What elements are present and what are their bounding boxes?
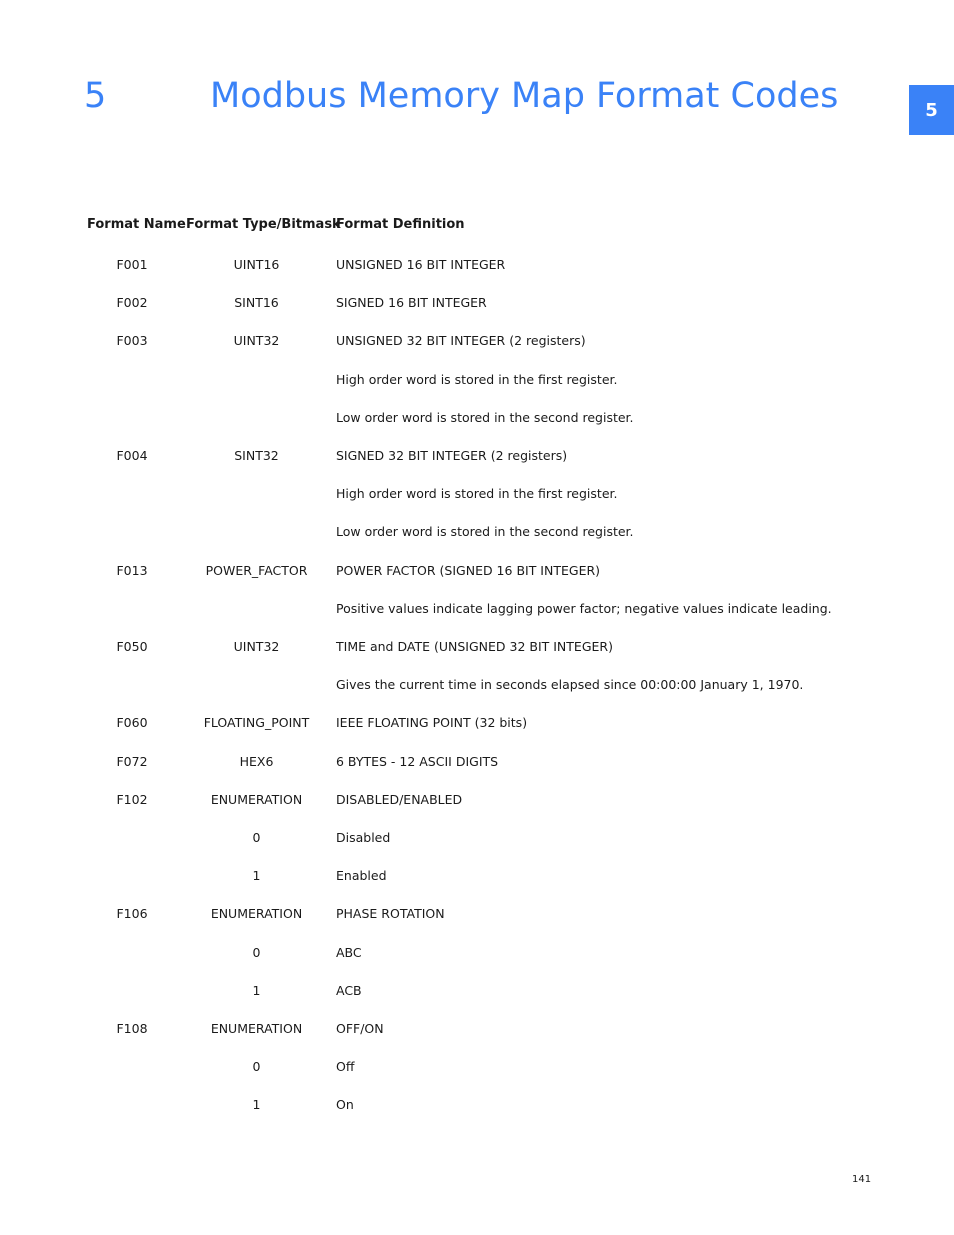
cell-format-definition: SIGNED 32 BIT INTEGER (2 registers) bbox=[336, 448, 568, 463]
table-row bbox=[0, 523, 954, 543]
table-row bbox=[0, 829, 954, 849]
cell-format-definition: IEEE FLOATING POINT (32 bits) bbox=[336, 715, 528, 731]
cell-format-type: ENUMERATION bbox=[210, 906, 303, 922]
cell-format-definition: Low order word is stored in the second register. bbox=[336, 524, 634, 540]
table-row bbox=[0, 676, 954, 696]
table-row bbox=[0, 944, 954, 964]
cell-format-definition: UNSIGNED 16 BIT INTEGER bbox=[336, 257, 506, 272]
page-number: 141 bbox=[852, 1174, 872, 1185]
cell-format-name: F003 bbox=[116, 333, 148, 349]
cell-format-definition: High order word is stored in the first register. bbox=[336, 371, 618, 387]
cell-format-definition: 6 BYTES - 12 ASCII DIGITS bbox=[336, 753, 499, 769]
table-row bbox=[0, 600, 954, 620]
header-format-definition: Format Definition bbox=[336, 217, 465, 232]
cell-format-definition: PHASE ROTATION bbox=[336, 906, 445, 922]
cell-format-definition: Disabled bbox=[336, 830, 391, 845]
cell-format-definition: Gives the current time in seconds elapsed since 00:00:00 January 1, 1970. bbox=[336, 677, 804, 693]
cell-format-definition: DISABLED/ENABLED bbox=[336, 791, 463, 807]
cell-format-definition: On bbox=[336, 1097, 354, 1113]
cell-format-name: F002 bbox=[116, 295, 148, 311]
cell-format-name: F102 bbox=[116, 791, 148, 807]
cell-format-name: F072 bbox=[116, 753, 148, 769]
cell-format-type: POWER_FACTOR bbox=[205, 562, 308, 578]
cell-format-definition: ABC bbox=[336, 944, 362, 960]
table-row bbox=[0, 867, 954, 887]
cell-format-name: F050 bbox=[116, 639, 148, 654]
table-row bbox=[0, 638, 954, 658]
table-row bbox=[0, 409, 954, 429]
header-format-type: Format Type/Bitmask bbox=[186, 217, 341, 232]
table-row bbox=[0, 332, 954, 352]
cell-format-definition: Low order word is stored in the second register. bbox=[336, 409, 634, 425]
cell-format-type: SINT16 bbox=[234, 295, 279, 311]
cell-format-type: 0 bbox=[252, 1059, 261, 1075]
cell-format-type: UINT16 bbox=[233, 257, 280, 272]
cell-format-type: 1 bbox=[252, 982, 261, 998]
table-row bbox=[0, 485, 954, 505]
cell-format-definition: TIME and DATE (UNSIGNED 32 BIT INTEGER) bbox=[336, 639, 613, 654]
cell-format-name: F106 bbox=[116, 906, 148, 922]
table-row bbox=[0, 714, 954, 734]
cell-format-type: HEX6 bbox=[239, 753, 274, 769]
cell-format-definition: Positive values indicate lagging power factor; negative values indicate leading. bbox=[336, 600, 832, 616]
table-row bbox=[0, 753, 954, 773]
table-row bbox=[0, 256, 954, 276]
cell-format-definition: Off bbox=[336, 1059, 355, 1075]
cell-format-definition: ACB bbox=[336, 982, 362, 998]
table-row bbox=[0, 1020, 954, 1040]
cell-format-type: 0 bbox=[252, 944, 261, 960]
cell-format-type: 1 bbox=[252, 868, 261, 884]
table-row bbox=[0, 371, 954, 391]
cell-format-definition: Enabled bbox=[336, 868, 387, 884]
table-row bbox=[0, 905, 954, 925]
cell-format-name: F013 bbox=[116, 562, 148, 578]
chapter-tab bbox=[909, 85, 954, 135]
cell-format-name: F004 bbox=[116, 448, 148, 463]
table-row bbox=[0, 294, 954, 314]
table-row bbox=[0, 1058, 954, 1078]
cell-format-name: F060 bbox=[116, 715, 148, 731]
cell-format-name: F001 bbox=[116, 257, 148, 272]
table-row bbox=[0, 562, 954, 582]
table-row bbox=[0, 982, 954, 1002]
cell-format-type: ENUMERATION bbox=[210, 791, 303, 807]
cell-format-definition: OFF/ON bbox=[336, 1021, 384, 1036]
table-row bbox=[0, 791, 954, 811]
cell-format-definition: SIGNED 16 BIT INTEGER bbox=[336, 295, 487, 311]
cell-format-type: SINT32 bbox=[234, 448, 279, 463]
cell-format-definition: High order word is stored in the first register. bbox=[336, 486, 618, 502]
chapter-title: Modbus Memory Map Format Codes bbox=[210, 76, 839, 116]
table-row bbox=[0, 447, 954, 467]
cell-format-name: F108 bbox=[116, 1021, 148, 1036]
chapter-number: 5 bbox=[84, 76, 107, 116]
cell-format-type: 0 bbox=[252, 830, 261, 845]
cell-format-definition: POWER FACTOR (SIGNED 16 BIT INTEGER) bbox=[336, 562, 601, 578]
cell-format-definition: UNSIGNED 32 BIT INTEGER (2 registers) bbox=[336, 333, 586, 349]
cell-format-type: FLOATING_POINT bbox=[203, 715, 310, 731]
cell-format-type: ENUMERATION bbox=[210, 1021, 303, 1036]
header-format-name: Format Name bbox=[87, 217, 186, 232]
cell-format-type: UINT32 bbox=[233, 333, 280, 349]
chapter-tab-label: 5 bbox=[925, 99, 938, 121]
cell-format-type: 1 bbox=[252, 1097, 261, 1113]
table-row bbox=[0, 1096, 954, 1116]
cell-format-type: UINT32 bbox=[233, 639, 280, 654]
